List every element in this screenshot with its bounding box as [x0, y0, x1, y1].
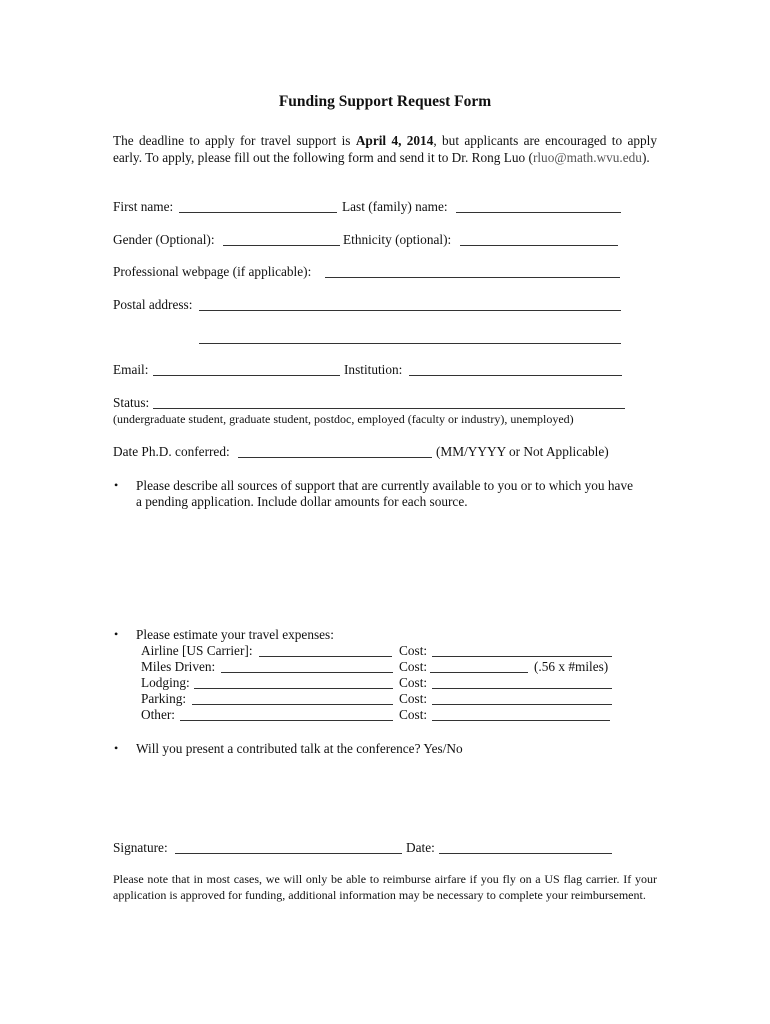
support-question-line1: Please describe all sources of support that are currently available to you or to which you have [136, 478, 633, 493]
other-label: Other: [141, 707, 175, 722]
bullet-icon: • [114, 741, 119, 755]
phd-date-hint: (MM/YYYY or Not Applicable) [436, 444, 609, 459]
institution-field[interactable] [409, 375, 622, 376]
parking-label: Parking: [141, 691, 187, 706]
institution-label: Institution: [344, 362, 403, 377]
miles-cost-label: Cost: [399, 659, 428, 674]
gender-label: Gender (Optional): [113, 232, 215, 247]
miles-cost-field[interactable] [430, 672, 528, 673]
last-name-field[interactable] [456, 212, 621, 213]
airline-cost-field[interactable] [432, 656, 612, 657]
parking-cost-field[interactable] [432, 704, 612, 705]
email-field[interactable] [153, 375, 340, 376]
status-label: Status: [113, 395, 150, 410]
webpage-field[interactable] [325, 277, 620, 278]
intro-text-1: The deadline to apply for travel support is [113, 133, 356, 148]
airline-label: Airline [US Carrier]: [141, 643, 253, 658]
signature-field[interactable] [175, 853, 402, 854]
postal-label: Postal address: [113, 297, 193, 312]
miles-rate-note: (.56 x #miles) [534, 659, 609, 674]
ethnicity-field[interactable] [460, 245, 618, 246]
other-field[interactable] [180, 720, 393, 721]
webpage-label: Professional webpage (if applicable): [113, 264, 312, 279]
phd-date-label: Date Ph.D. conferred: [113, 444, 230, 459]
miles-label: Miles Driven: [141, 659, 216, 674]
other-cost-field[interactable] [432, 720, 610, 721]
phd-date-field[interactable] [238, 457, 432, 458]
email-label: Email: [113, 362, 149, 377]
miles-field[interactable] [221, 672, 393, 673]
page-title: Funding Support Request Form [278, 93, 492, 110]
intro-text-2: , but applicants are encouraged to apply early. To apply, please fill out the following form and send it to Dr. Rong Luo ( [113, 133, 657, 165]
lodging-field[interactable] [194, 688, 393, 689]
airline-field[interactable] [259, 656, 392, 657]
intro-text-3: ). [641, 149, 650, 165]
status-hint: (undergraduate student, graduate student, postdoc, employed (faculty or industry), unemployed) [113, 412, 574, 426]
talk-question: Will you present a contributed talk at the conference? Yes/No [136, 741, 463, 756]
expenses-question: Please estimate your travel expenses: [136, 627, 334, 642]
lodging-cost-label: Cost: [399, 675, 428, 690]
status-field[interactable] [153, 408, 625, 409]
signature-label: Signature: [113, 840, 168, 855]
bullet-icon: • [114, 627, 119, 641]
gender-field[interactable] [223, 245, 340, 246]
other-cost-label: Cost: [399, 707, 428, 722]
deadline-date: April 4, 2014 [355, 133, 434, 148]
parking-cost-label: Cost: [399, 691, 428, 706]
postal-field-line1[interactable] [199, 310, 621, 311]
ethnicity-label: Ethnicity (optional): [343, 232, 452, 247]
signature-date-field[interactable] [439, 853, 612, 854]
first-name-field[interactable] [179, 212, 337, 213]
signature-date-label: Date: [406, 840, 435, 855]
bullet-icon: • [114, 478, 119, 492]
lodging-label: Lodging: [141, 675, 190, 690]
contact-email-link[interactable]: rluo@math.wvu.edu [532, 149, 642, 165]
reimbursement-note: Please note that in most cases, we will only be able to reimburse airfare if you fly on a US flag carrier. If your application is approved for funding, additional information may be necessary to complete your reimbursement. [113, 872, 657, 902]
last-name-label: Last (family) name: [342, 199, 448, 214]
lodging-cost-field[interactable] [432, 688, 612, 689]
parking-field[interactable] [192, 704, 393, 705]
intro-paragraph [113, 133, 657, 166]
first-name-label: First name: [113, 199, 174, 214]
postal-field-line2[interactable] [199, 343, 621, 344]
support-question-line2: a pending application. Include dollar amounts for each source. [136, 494, 468, 509]
airline-cost-label: Cost: [399, 643, 428, 658]
